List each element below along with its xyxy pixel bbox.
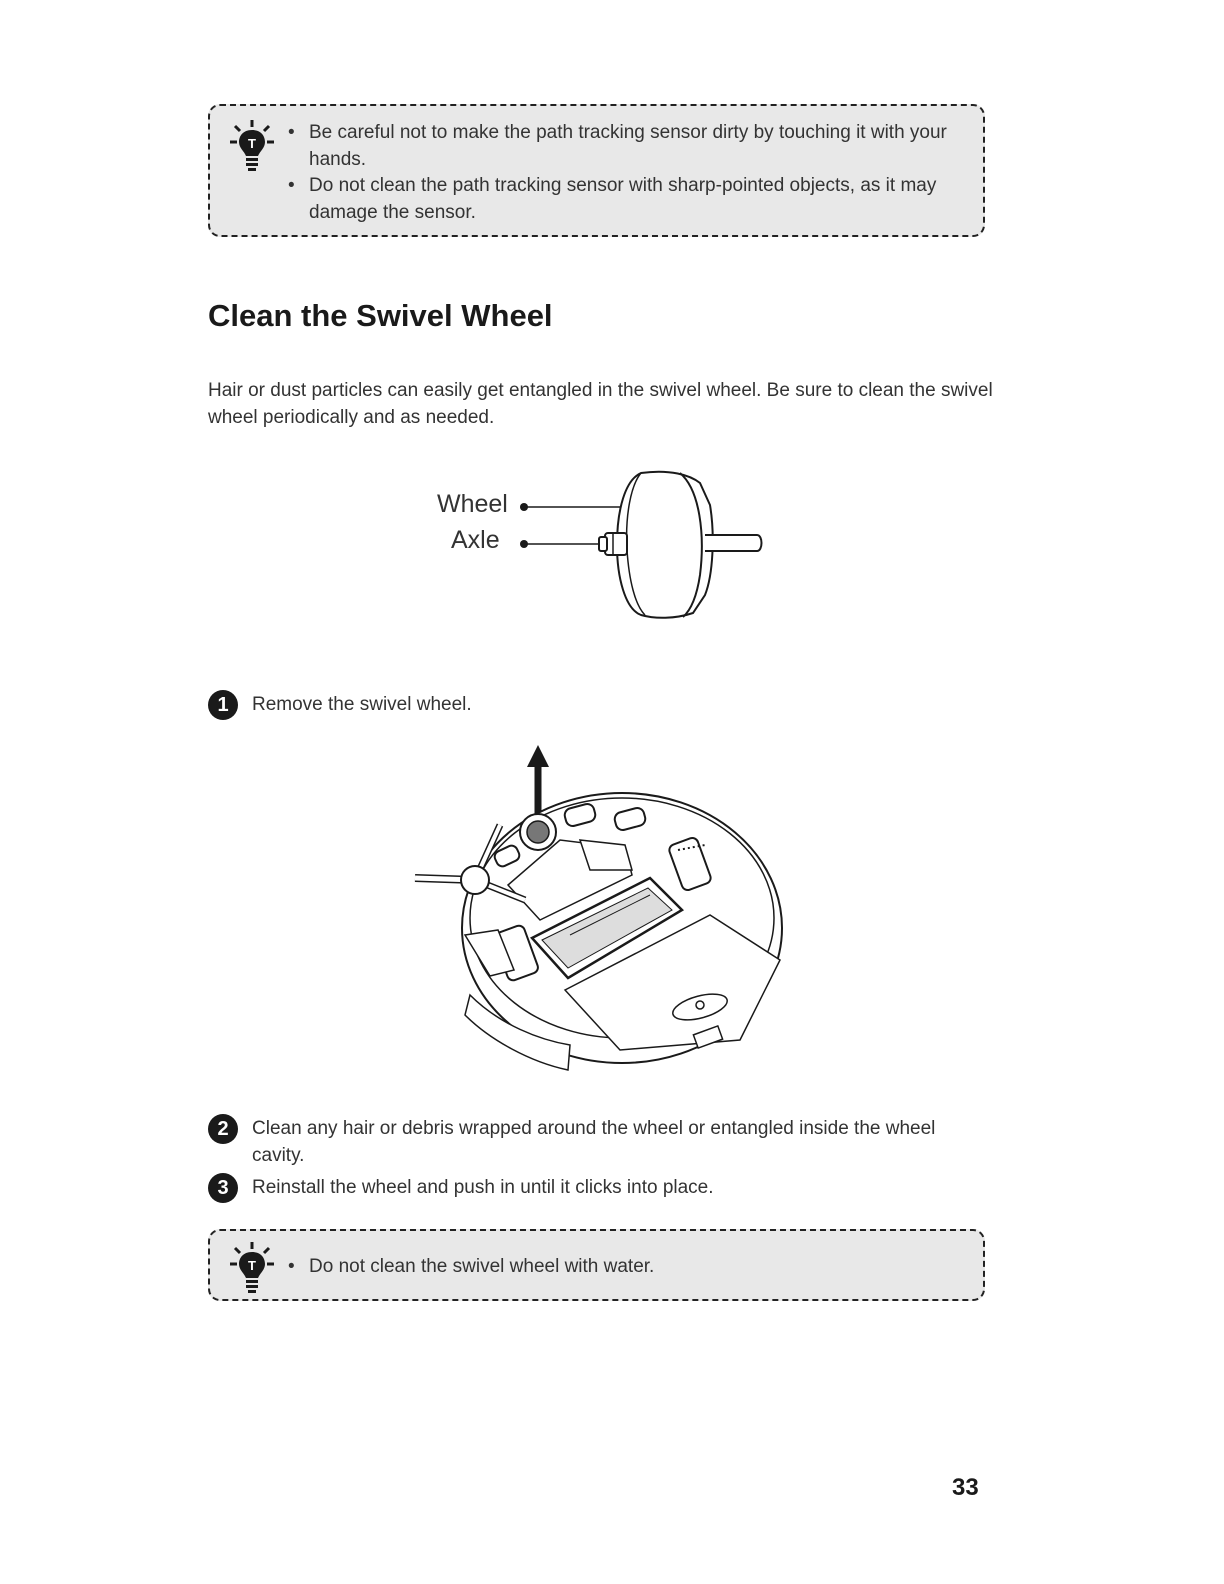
lightbulb-tip-icon xyxy=(228,1240,276,1296)
svg-text:T: T xyxy=(248,136,256,151)
step-number-badge: 3 xyxy=(208,1173,238,1203)
section-title: Clean the Swivel Wheel xyxy=(208,298,553,333)
intro-paragraph: Hair or dust particles can easily get entangled in the swivel wheel. Be sure to clean the swivel wheel periodically and as needed. xyxy=(208,380,993,428)
tip-box-water xyxy=(208,1229,985,1301)
tip-bullet: • Do not clean the swivel wheel with water. xyxy=(288,1254,963,1281)
robot-underside-illustration xyxy=(410,740,790,1085)
step-number-badge: 2 xyxy=(208,1114,238,1144)
lightbulb-tip-icon xyxy=(228,118,276,174)
step-text: Remove the swivel wheel. xyxy=(252,694,472,715)
tip-bullet: • Be careful not to make the path tracking sensor dirty by touching it with your hands. xyxy=(288,120,963,173)
swivel-wheel-illustration xyxy=(515,465,775,625)
step-number-badge: 1 xyxy=(208,690,238,720)
tip-bullet: • Do not clean the path tracking sensor with sharp-pointed objects, as it may damage the sensor. xyxy=(288,173,963,226)
svg-text:T: T xyxy=(248,1258,256,1273)
axle-label: Axle xyxy=(451,526,500,554)
step-text: Clean any hair or debris wrapped around the wheel or entangled inside the wheel cavity. xyxy=(252,1118,936,1166)
tip-list xyxy=(288,120,963,226)
step-text: Reinstall the wheel and push in until it clicks into place. xyxy=(252,1177,714,1198)
tip-list xyxy=(288,1254,963,1281)
wheel-label: Wheel xyxy=(437,490,508,518)
tip-box-sensor xyxy=(208,104,985,237)
page-number: 33 xyxy=(952,1474,979,1501)
